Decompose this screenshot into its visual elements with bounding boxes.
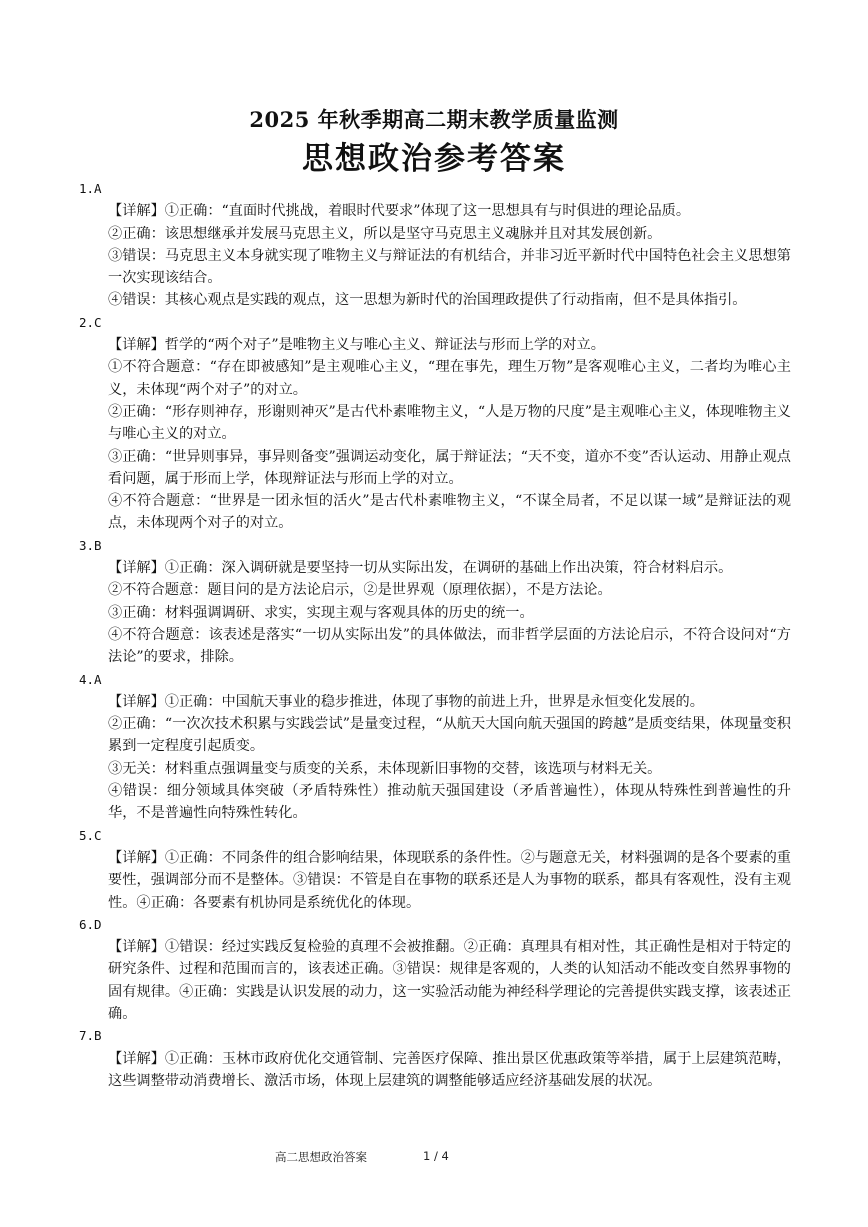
explanation-paragraph: 【详解】①错误：经过实践反复检验的真理不会被推翻。②正确：真理具有相对性，其正确性是相对于特定的研究条件、过程和范围而言的，该表述正确。③错误：规律是客观的，人类的认知活动不能改变自然界事物的固有规律。④正确：实践是认识发展的动力，这一实验活动能为神经科学理论的完善提供实践支撑，该表述正确。	[108, 939, 791, 1022]
answer-item	[79, 178, 791, 312]
answer-item	[79, 535, 791, 669]
explanation-paragraph: ④错误：细分领域具体突破（矛盾特殊性）推动航天强国建设（矛盾普遍性），体现从特殊性到普遍性的升华，不是普遍性向特殊性转化。	[108, 783, 791, 822]
answer-item	[79, 669, 791, 825]
answer-item	[79, 312, 791, 535]
explanation-paragraph: ③错误：马克思主义本身就实现了唯物主义与辩证法的有机结合，并非习近平新时代中国特色社会主义思想第一次实现该结合。	[108, 247, 791, 287]
answer-item	[79, 825, 791, 914]
explanation-paragraph: ③正确：“世异则事异，事异则备变”强调运动变化，属于辩证法；“天不变，道亦不变”否认运动、用静止观点看问题，属于形而上学，体现辩证法与形而上学的对立。	[108, 448, 791, 487]
answer-label: 4.A	[79, 671, 102, 687]
explanation-paragraph: ②正确：“形存则神存，形谢则神灭”是古代朴素唯物主义，“人是万物的尺度”是主观唯心主义，体现唯物主义与唯心主义的对立。	[108, 403, 791, 443]
explanation-paragraph: ④不符合题意：该表述是落实“一切从实际出发”的具体做法，而非哲学层面的方法论启示，不符合设问对“方法论”的要求，排除。	[108, 626, 791, 666]
answer-item	[79, 1025, 791, 1092]
explanation-paragraph: ④错误：其核心观点是实践的观点，这一思想为新时代的治国理政提供了行动指南，但不是具体指引。	[108, 292, 747, 309]
explanation-paragraph: ③正确：材料强调调研、求实，实现主观与客观具体的历史的统一。	[108, 604, 534, 621]
explanation-paragraph: 【详解】①正确：不同条件的组合影响结果，体现联系的条件性。②与题意无关，材料强调的是各个要素的重要性，强调部分而不是整体。③错误：不管是自在事物的联系还是人为事物的联系，都具有客观性，没有主观性。④正确：各要素有机协同是系统优化的体现。	[108, 849, 791, 911]
exam-title: 2025 年秋季期高二期末教学质量监测	[249, 107, 619, 132]
explanation-paragraph: ①不符合题意：“存在即被感知”是主观唯心主义，“理在事先，理生万物”是客观唯心主义，二者均为唯心主义，未体现“两个对子”的对立。	[108, 359, 791, 398]
answer-label: 6.D	[79, 916, 102, 932]
explanation-paragraph: ②正确：“一次次技术积累与实践尝试”是量变过程，“从航天大国向航天强国的跨越”是质变结果，体现量变积累到一定程度引起质变。	[108, 716, 791, 755]
explanation-paragraph: 【详解】①正确：深入调研就是要坚持一切从实际出发，在调研的基础上作出决策，符合材料启示。	[108, 560, 733, 577]
explanation-paragraph: ②正确：该思想继承并发展马克思主义，所以是坚守马克思主义魂脉并且对其发展创新。	[108, 225, 662, 242]
explanation-paragraph: ③无关：材料重点强调量变与质变的关系，未体现新旧事物的交替，该选项与材料无关。	[108, 760, 662, 777]
explanation-paragraph: 【详解】①正确：玉林市政府优化交通管制、完善医疗保障、推出景区优惠政策等举措，属于上层建筑范畴，这些调整带动消费增长、激活市场，体现上层建筑的调整能够适应经济基础发展的状况。	[108, 1050, 791, 1089]
answer-item	[79, 914, 791, 1025]
answer-label: 1.A	[79, 181, 102, 196]
answer-label: 2.C	[79, 314, 102, 330]
footer-page-number: 1 / 4	[423, 1149, 449, 1163]
answer-label: 5.C	[79, 827, 102, 843]
answer-list	[79, 178, 791, 1092]
explanation-paragraph: 【详解】哲学的“两个对子”是唯物主义与唯心主义、辩证法与形而上学的对立。	[108, 337, 605, 354]
explanation-paragraph: 【详解】①正确：中国航天事业的稳步推进，体现了事物的前进上升，世界是永恒变化发展的。	[108, 693, 704, 710]
explanation-paragraph: ④不符合题意：“世界是一团永恒的活火”是古代朴素唯物主义，“不谋全局者，不足以谋一域”是辩证法的观点，未体现两个对子的对立。	[108, 493, 791, 532]
answer-label: 3.B	[79, 537, 102, 553]
footer-subject: 高二思想政治答案	[275, 1150, 367, 1164]
explanation-paragraph: 【详解】①正确：“直面时代挑战，着眼时代要求”体现了这一思想具有与时俱进的理论品质。	[108, 203, 691, 220]
answer-key-title: 思想政治参考答案	[302, 141, 566, 177]
answer-label: 7.B	[79, 1028, 102, 1044]
explanation-paragraph: ②不符合题意：题目问的是方法论启示，②是世界观（原理依据），不是方法论。	[108, 582, 612, 599]
